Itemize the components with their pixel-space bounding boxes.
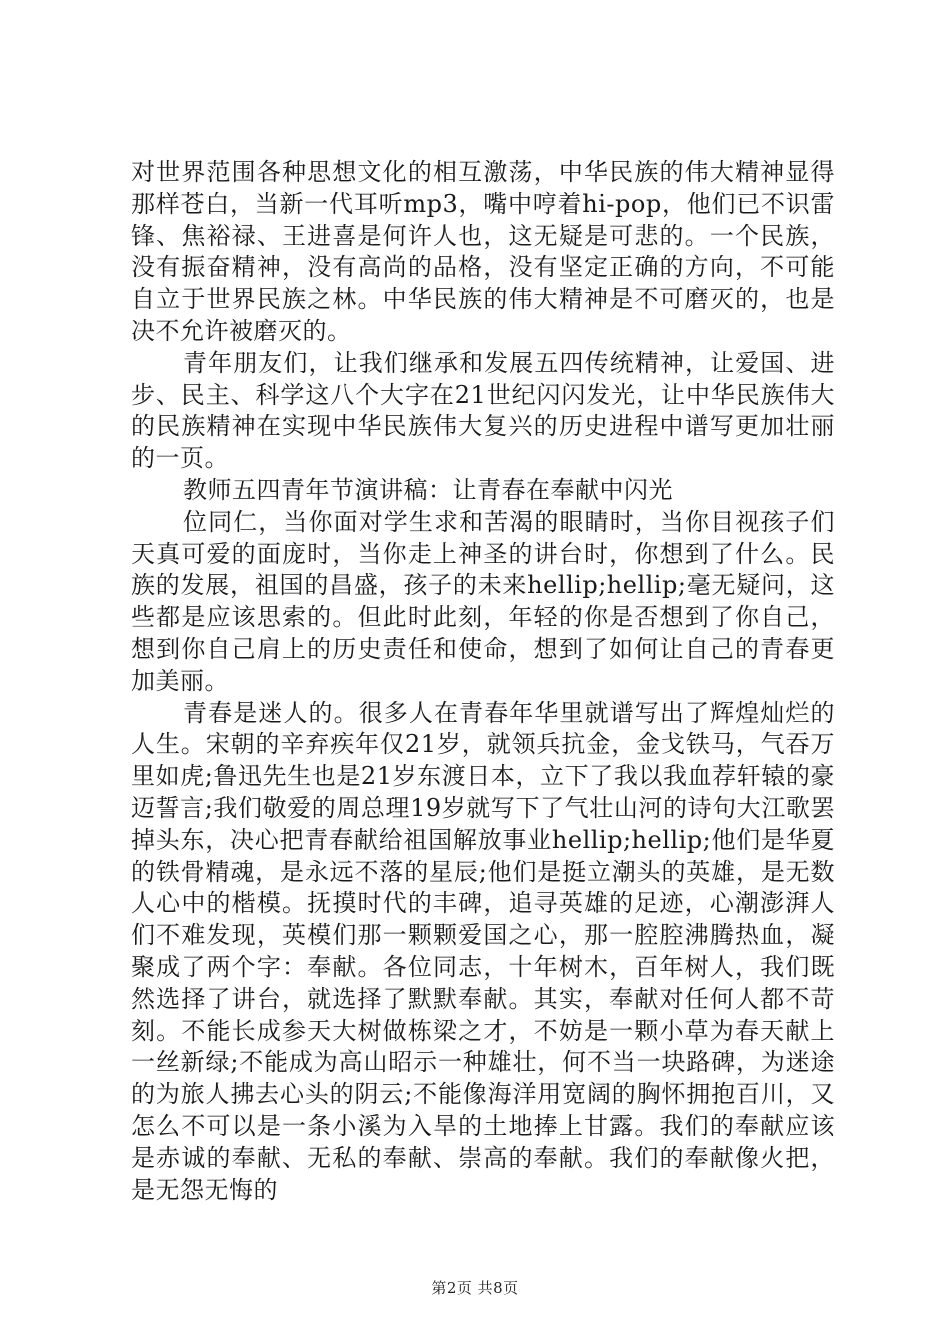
- document-body: [131, 157, 835, 1206]
- paragraph-3: 位同仁，当你面对学生求和苦渴的眼睛时，当你目视孩子们天真可爱的面庞时，当你走上神圣的讲台时，你想到了什么。民族的发展，祖国的昌盛，孩子的未来hellip;hellip;毫无疑问，这些都是应该思索的。但此时此刻，年轻的你是否想到了你自己，想到你自己肩上的历史责任和使命，想到了如何让自己的青春更加美丽。: [131, 507, 835, 695]
- paragraph-1: 对世界范围各种思想文化的相互激荡，中华民族的伟大精神显得那样苍白，当新一代耳听mp3，嘴中哼着hi-pop，他们已不识雷锋、焦裕禄、王进喜是何许人也，这无疑是可悲的。一个民族，没有振奋精神，没有高尚的品格，没有坚定正确的方向，不可能自立于世界民族之林。中华民族的伟大精神是不可磨灭的，也是决不允许被磨灭的。: [131, 158, 835, 345]
- section-heading: 教师五四青年节演讲稿：让青春在奉献中闪光: [183, 475, 673, 504]
- paragraph-4: 青春是迷人的。很多人在青春年华里就谱写出了辉煌灿烂的人生。宋朝的辛弃疾年仅21岁，就领兵抗金，金戈铁马，气吞万里如虎;鲁迅先生也是21岁东渡日本，立下了我以我血荐轩辕的豪迈誓言;我们敬爱的周总理19岁就写下了气壮山河的诗句大江歌罢掉头东，决心把青春献给祖国解放事业hellip;hellip;他们是华夏的铁骨精魂，是永远不落的星辰;他们是挺立潮头的英雄，是无数人心中的楷模。抚摸时代的丰碑，追寻英雄的足迹，心潮澎湃人们不难发现，英模们那一颗颗爱国之心，那一腔腔沸腾热血，凝聚成了两个字：奉献。各位同志，十年树木，百年树人，我们既然选择了讲台，就选择了默默奉献。其实，奉献对任何人都不苛刻。不能长成参天大树做栋梁之才，不妨是一颗小草为春天献上一丝新绿;不能成为高山昭示一种雄壮，何不当一块路碑，为迷途的为旅人拂去心头的阴云;不能像海洋用宽阔的胸怀拥抱百川，又怎么不可以是一条小溪为入旱的土地捧上甘露。我们的奉献应该是赤诚的奉献、无私的奉献、崇高的奉献。我们的奉献像火把，是无怨无悔的: [131, 698, 835, 1204]
- paragraph-2: 青年朋友们，让我们继承和发展五四传统精神，让爱国、进步、民主、科学这八个大字在21世纪闪闪发光，让中华民族伟大的民族精神在实现中华民族伟大复兴的历史进程中谱写更加壮丽的一页。: [131, 348, 835, 473]
- page-number-footer: 第2页 共8页: [431, 1279, 519, 1297]
